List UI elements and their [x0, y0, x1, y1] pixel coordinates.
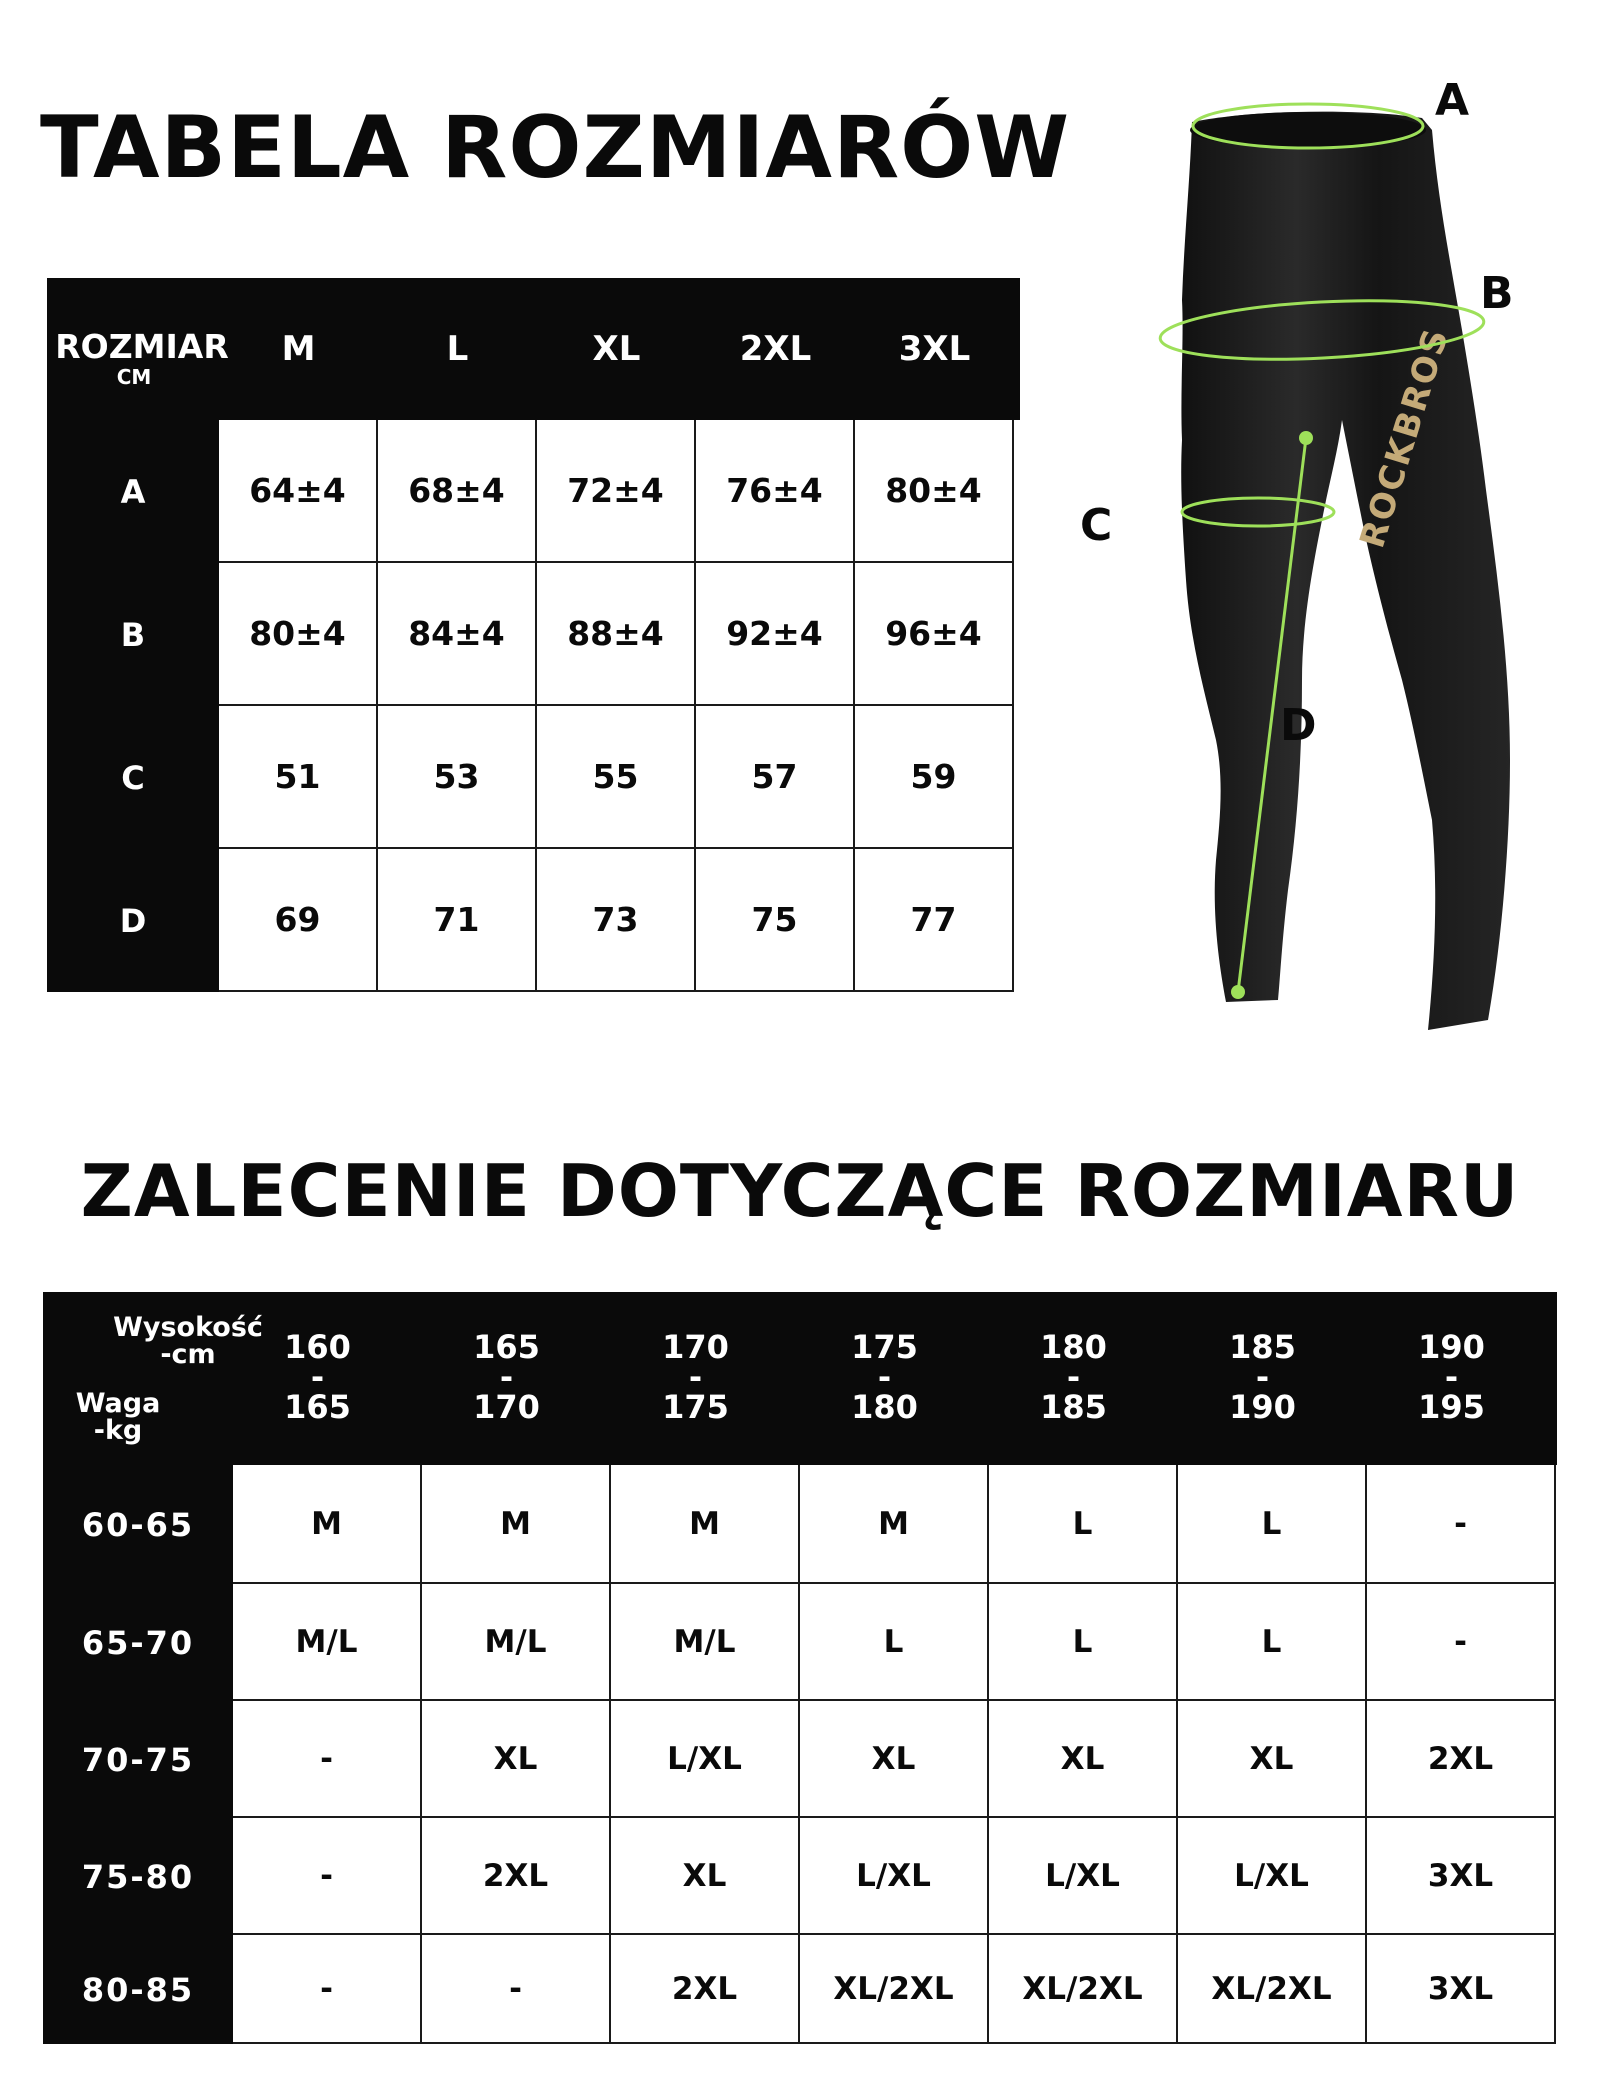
height-range-from: 180: [1040, 1328, 1107, 1366]
height-range-header: [790, 1328, 979, 1426]
height-range-from: 170: [662, 1328, 729, 1366]
recommendation-cell: -: [1367, 1465, 1556, 1584]
height-range-from: 165: [473, 1328, 540, 1366]
height-range-to: 165: [284, 1388, 351, 1426]
size-row-label: C: [121, 758, 145, 797]
height-range-from: 160: [284, 1328, 351, 1366]
recommendation-cell: XL: [989, 1701, 1178, 1818]
recommendation-cell: M: [800, 1465, 989, 1584]
height-range-separator: -: [310, 1358, 325, 1396]
measure-point-top: [1299, 431, 1313, 445]
recommendation-cell: 2XL: [422, 1818, 611, 1935]
height-range-header: [412, 1328, 601, 1426]
height-range-header: [1168, 1328, 1357, 1426]
leggings-illustration: [1040, 60, 1580, 1050]
size-cell: 77: [855, 849, 1014, 992]
recommendation-cell: M: [233, 1465, 422, 1584]
weight-row-label: 65-70: [81, 1623, 195, 1662]
height-range-from: 175: [851, 1328, 918, 1366]
size-row-label: D: [119, 901, 147, 940]
size-cell: 92±4: [696, 563, 855, 706]
brand-logo-text: ROCKBROS: [1352, 323, 1458, 553]
recommendation-cell: XL: [800, 1701, 989, 1818]
height-range-to: 195: [1418, 1388, 1485, 1426]
recommendation-title: ZALECENIE DOTYCZĄCE ROZMIARU: [80, 1149, 1520, 1233]
recommendation-cell: L/XL: [611, 1701, 800, 1818]
size-cell: 76±4: [696, 420, 855, 563]
recommendation-cell: M: [611, 1465, 800, 1584]
recommendation-cell: L: [989, 1584, 1178, 1701]
height-range-separator: -: [1444, 1358, 1459, 1396]
recommendation-cell: XL: [1178, 1701, 1367, 1818]
recommendation-cell: L/XL: [800, 1818, 989, 1935]
size-header-2: XL: [592, 329, 641, 369]
size-row-label: B: [120, 615, 146, 654]
size-header-0: M: [281, 329, 316, 369]
measure-label-b: B: [1480, 268, 1514, 319]
height-range-header: [979, 1328, 1168, 1426]
size-cell: 59: [855, 706, 1014, 849]
size-cell: 69: [219, 849, 378, 992]
measure-point-bottom: [1231, 985, 1245, 999]
height-range-to: 185: [1040, 1388, 1107, 1426]
recommendation-cell: M/L: [233, 1584, 422, 1701]
recommendation-cell: 3XL: [1367, 1935, 1556, 2044]
weight-row-label: 75-80: [81, 1857, 195, 1896]
size-table: [47, 278, 1020, 992]
recommendation-cell: XL/2XL: [989, 1935, 1178, 2044]
size-cell: 51: [219, 706, 378, 849]
size-cell: 96±4: [855, 563, 1014, 706]
height-range-header: [223, 1328, 412, 1426]
size-table-corner: [47, 327, 237, 389]
height-range-header: [601, 1328, 790, 1426]
height-range-separator: -: [877, 1358, 892, 1396]
recommendation-cell: M/L: [422, 1584, 611, 1701]
height-range-header: [1357, 1328, 1546, 1426]
measure-label-a: A: [1435, 75, 1470, 126]
recommendation-cell: -: [233, 1701, 422, 1818]
recommendation-cell: -: [422, 1935, 611, 2044]
size-cell: 80±4: [219, 563, 378, 706]
height-range-to: 170: [473, 1388, 540, 1426]
recommendation-cell: L/XL: [1178, 1818, 1367, 1935]
weight-row-label: 60-65: [81, 1505, 195, 1544]
size-table-title: TABELA ROZMIARÓW: [40, 98, 1071, 198]
weight-corner-label: Waga -kg: [75, 1388, 161, 1446]
recommendation-cell: 2XL: [611, 1935, 800, 2044]
recommendation-cell: -: [233, 1935, 422, 2044]
height-range-separator: -: [499, 1358, 514, 1396]
size-cell: 57: [696, 706, 855, 849]
leggings-figure: [1040, 60, 1580, 1050]
size-corner-unit: CM: [116, 365, 152, 389]
size-row-label: A: [120, 472, 146, 511]
recommendation-cell: XL: [422, 1701, 611, 1818]
height-range-from: 185: [1229, 1328, 1296, 1366]
recommendation-cell: L: [989, 1465, 1178, 1584]
recommendation-cell: -: [233, 1818, 422, 1935]
size-cell: 53: [378, 706, 537, 849]
recommendation-cell: 3XL: [1367, 1818, 1556, 1935]
height-range-separator: -: [1255, 1358, 1270, 1396]
size-cell: 64±4: [219, 420, 378, 563]
recommendation-cell: L: [1178, 1584, 1367, 1701]
size-cell: 73: [537, 849, 696, 992]
recommendation-cell: XL: [611, 1818, 800, 1935]
leggings-shape: [1181, 112, 1510, 1030]
size-cell: 68±4: [378, 420, 537, 563]
recommendation-cell: M: [422, 1465, 611, 1584]
height-range-to: 190: [1229, 1388, 1296, 1426]
size-cell: 75: [696, 849, 855, 992]
height-range-separator: -: [1066, 1358, 1081, 1396]
size-cell: 71: [378, 849, 537, 992]
recommendation-cell: L: [1178, 1465, 1367, 1584]
height-range-to: 175: [662, 1388, 729, 1426]
recommendation-cell: L/XL: [989, 1818, 1178, 1935]
recommendation-table: [43, 1292, 1557, 2044]
height-range-from: 190: [1418, 1328, 1485, 1366]
recommendation-cell: -: [1367, 1584, 1556, 1701]
height-corner-label: Wysokość -cm: [113, 1312, 263, 1370]
size-header-1: L: [446, 329, 469, 369]
weight-row-label: 70-75: [81, 1740, 195, 1779]
size-header-4: 3XL: [898, 329, 971, 369]
height-range-to: 180: [851, 1388, 918, 1426]
recommendation-cell: XL/2XL: [800, 1935, 989, 2044]
size-cell: 84±4: [378, 563, 537, 706]
measure-label-d: D: [1280, 700, 1317, 751]
height-range-separator: -: [688, 1358, 703, 1396]
size-cell: 88±4: [537, 563, 696, 706]
size-cell: 72±4: [537, 420, 696, 563]
recommendation-cell: XL/2XL: [1178, 1935, 1367, 2044]
recommendation-cell: M/L: [611, 1584, 800, 1701]
recommendation-cell: 2XL: [1367, 1701, 1556, 1818]
weight-row-label: 80-85: [81, 1970, 195, 2009]
size-corner-label: ROZMIAR: [55, 327, 229, 366]
size-cell: 80±4: [855, 420, 1014, 563]
recommendation-cell: L: [800, 1584, 989, 1701]
size-header-3: 2XL: [739, 329, 812, 369]
measure-label-c: C: [1080, 500, 1113, 551]
size-cell: 55: [537, 706, 696, 849]
